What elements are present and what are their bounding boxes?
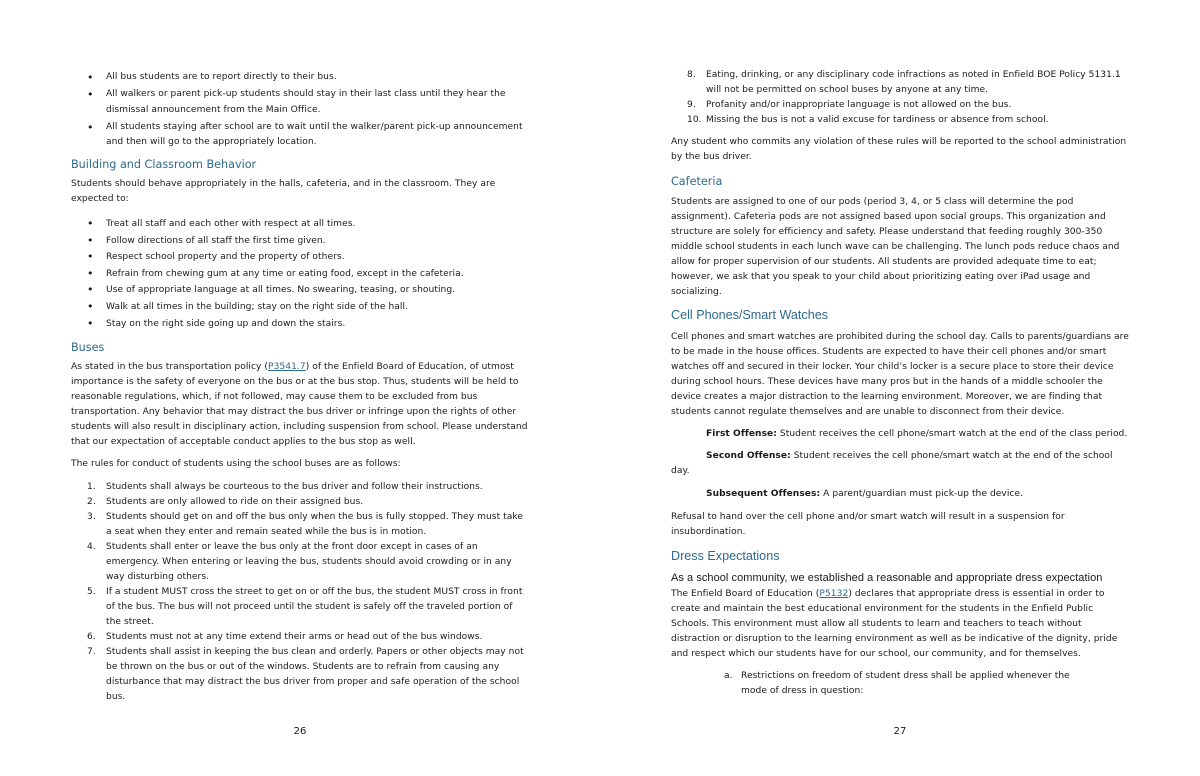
list-number: 2. [87, 497, 96, 507]
paragraph: Any student who commits any violation of these rules will be reported to the school administration by the bus driver. [671, 137, 1127, 162]
list-item [71, 480, 529, 495]
behavior-list [71, 216, 529, 332]
list-item [71, 495, 529, 510]
subsequent-offenses [671, 487, 1133, 502]
list-item [671, 98, 1133, 113]
first-offense [671, 427, 1133, 442]
list-number: 4. [87, 542, 96, 552]
list-number: 3. [87, 512, 96, 522]
list-item: • Stay on the right side going up and down the stairs. [71, 316, 529, 333]
list-text: Students shall always be courteous to the bus driver and follow their instructions. [106, 482, 483, 492]
dismissal-list [71, 70, 529, 151]
second-offense [671, 449, 1133, 479]
paragraph: Students should behave appropriately in the halls, cafeteria, and in the classroom. They are expected to: [71, 179, 496, 204]
list-number: 6. [87, 632, 96, 642]
list-item: • Use of appropriate language at all times. No swearing, teasing, or shouting. [71, 282, 529, 299]
list-number: 8. [687, 70, 696, 80]
text: The Enfield Board of Education ( [671, 589, 820, 599]
paragraph: Refusal to hand over the cell phone and/or smart watch will result in a suspension for insubordination. [671, 512, 1065, 537]
offense-text: Student receives the cell phone/smart watch at the end of the school day. [671, 451, 1113, 476]
dress-paragraph [671, 587, 1133, 662]
offense-text: A parent/guardian must pick-up the device. [820, 489, 1024, 499]
paragraph: As a school community, we established a reasonable and appropriate dress expectation [671, 572, 1103, 584]
violation-paragraph [671, 135, 1133, 165]
list-number: 9. [687, 100, 696, 110]
list-item [71, 630, 529, 645]
paragraph: The rules for conduct of students using the school buses are as follows: [71, 459, 401, 469]
list-item: • Treat all staff and each other with respect at all times. [71, 216, 529, 233]
list-text: Restrictions on freedom of student dress shall be applied whenever the mode of dress in question: [741, 671, 1070, 696]
list-item [71, 585, 529, 630]
building-intro [71, 177, 529, 207]
page-number: 27 [893, 726, 907, 737]
list-text: Students must not at any time extend their arms or head out of the bus windows. [106, 632, 483, 642]
list-item: • Refrain from chewing gum at any time or eating food, except in the cafeteria. [71, 266, 529, 283]
bus-rules-list-continued [671, 68, 1133, 128]
list-number: 5. [87, 587, 96, 597]
list-item [671, 68, 1133, 98]
list-text: If a student MUST cross the street to get on or off the bus, the student MUST cross in front of the bus. The bus will not proceed until the student is safely off the traveled portion of the street. [106, 587, 523, 627]
offense-label: First Offense: [706, 429, 777, 439]
list-text: Students should get on and off the bus only when the bus is fully stopped. They must take a seat when they enter and remain seated while the bus is in motion. [106, 512, 524, 537]
list-marker: a. [724, 671, 733, 681]
list-text: Students shall assist in keeping the bus clean and orderly. Papers or other objects may not be thrown on the bus or out of the windows. Students are to refrain from causing any disturbance that may distract the bus driver from proper and safe operation of the school bus. [106, 647, 524, 702]
text: ) of the Enfield Board of Education, of utmost importance is the safety of everyone on the bus or at the bus stop. Thus, students will be held to reasonable regulations, which, if not followed, may cause them to be excluded from bus transportation. Any behavior that may distract the bus driver or infringe upon the rights of other students will also result in disciplinary action, including suspension from school. Please understand that our expectation of acceptable conduct applies to the bus stop as well. [71, 362, 528, 447]
dress-restrictions-list [653, 669, 1095, 699]
list-item [71, 645, 529, 705]
list-item: • All bus students are to report directly to their bus. [71, 70, 529, 86]
list-item: • All students staying after school are to wait until the walker/parent pick-up announcement and then will go to the appropriately location. [71, 120, 529, 151]
offense-label: Subsequent Offenses: [706, 489, 821, 499]
list-text: Students shall enter or leave the bus only at the front door except in cases of an emergency. When entering or leaving the bus, students should avoid crowding or in any way disturbing others. [106, 542, 512, 582]
list-number: 7. [87, 647, 96, 657]
list-item: • Walk at all times in the building; stay on the right side of the hall. [71, 299, 529, 316]
section-heading-cafeteria: Cafeteria [671, 175, 723, 188]
offense-label: Second Offense: [706, 451, 791, 461]
cafeteria-paragraph [671, 195, 1133, 300]
cell-phones-paragraph [671, 330, 1133, 420]
section-heading-buses: Buses [71, 341, 105, 354]
list-text: Eating, drinking, or any disciplinary code infractions as noted in Enfield BOE Policy 5131.1 will not be permitted on school buses by anyone at any time. [706, 70, 1121, 95]
list-item [653, 669, 1095, 699]
list-text: Students are only allowed to ride on their assigned bus. [106, 497, 364, 507]
list-item: • All walkers or parent pick-up students should stay in their last class until they hear the dismissal announcement from the Main Office. [71, 87, 529, 118]
list-number: 1. [87, 482, 96, 492]
section-heading-dress: Dress Expectations [671, 549, 780, 563]
text: ) declares that appropriate dress is essential in order to create and maintain the best educational environment for the students in the Enfield Public Schools. This environment must allow all students to learn and teachers to teach without distraction or disruption to the learning environment as well as be indicative of the dignity, pride and respect which our students have for our school, our community, and for themselves. [671, 589, 1118, 659]
buses-paragraph [71, 360, 529, 450]
paragraph: Students are assigned to one of our pods (period 3, 4, or 5 class will determine the pod assignment). Cafeteria pods are not assigned based upon social groups. This organization and structure are solely for efficiency and safety. Please understand that feeding roughly 300-350 middle school students in each lunch wave can be challenging. The lunch pods reduce chaos and allow for proper supervision of our students. All students are provided adequate time to eat; however, we ask that you speak to your child about prioritizing eating over iPad usage and socializing. [671, 197, 1120, 297]
paragraph: Cell phones and smart watches are prohibited during the school day. Calls to parents/guardians are to be made in the house offices. Students are expected to have their cell phones and/or smart watches off and secured in their locker. Your child’s locker is a secure place to store their device during school hours. These devices have many pros but in the hands of a middle schooler the device creates a major distraction to the learning environment. Moreover, we are finding that students cannot regulate themselves and are unable to disconnect from their device. [671, 332, 1129, 417]
list-text: Missing the bus is not a valid excuse for tardiness or absence from school. [706, 115, 1049, 125]
list-item: • Follow directions of all staff the first time given. [71, 233, 529, 250]
refusal-paragraph [671, 510, 1133, 540]
list-item: • Respect school property and the property of others. [71, 249, 529, 266]
list-text: Profanity and/or inappropriate language is not allowed on the bus. [706, 100, 1012, 110]
section-heading-cell-phones: Cell Phones/Smart Watches [671, 308, 829, 322]
list-item [671, 113, 1133, 128]
list-item [71, 540, 529, 585]
policy-link-p3541-7[interactable]: P3541.7 [268, 362, 306, 372]
section-heading-building: Building and Classroom Behavior [71, 158, 257, 171]
rules-intro [71, 457, 529, 472]
bus-rules-list [71, 480, 529, 705]
offense-text: Student receives the cell phone/smart watch at the end of the class period. [776, 429, 1128, 439]
list-item [71, 510, 529, 540]
page-27 [600, 0, 1200, 776]
dress-lead [671, 571, 1133, 586]
list-number: 10. [687, 115, 702, 125]
page-number: 26 [293, 726, 307, 737]
policy-link-p5132[interactable]: P5132 [819, 589, 849, 599]
text: As stated in the bus transportation policy ( [71, 362, 269, 372]
